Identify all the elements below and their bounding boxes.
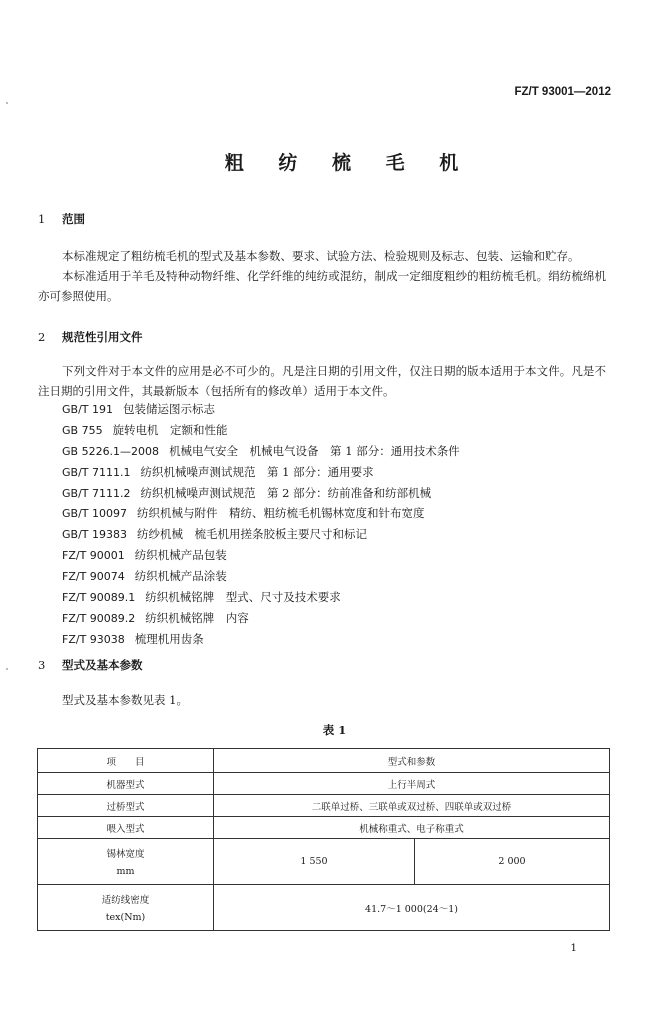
section-title: 范围 (62, 212, 85, 226)
params-intro-paragraph: 型式及基本参数见表 1。 (62, 693, 188, 707)
reference-title: 纺纱机械 梳毛机用搓条胶板主要尺寸和标记 (137, 527, 367, 542)
row-label-cell (38, 885, 214, 931)
reference-code: GB/T 7111.1 (62, 465, 131, 479)
row-label-cell: 过桥型式 (38, 795, 214, 817)
reference-item (62, 443, 460, 464)
section-number: 2 (38, 330, 46, 344)
reference-code: FZ/T 90001 (62, 549, 125, 563)
reference-title: 纺织机械铭牌 内容 (145, 610, 249, 625)
section-number: 3 (38, 658, 46, 672)
row-unit: mm (116, 866, 135, 877)
reference-code: GB/T 191 (62, 403, 113, 416)
reference-item (62, 505, 460, 526)
row-label: 锡林宽度 (106, 849, 145, 860)
reference-title: 纺织机械产品涂装 (134, 569, 227, 584)
section-3-heading (38, 657, 143, 673)
reference-list (62, 401, 460, 652)
reference-item (62, 547, 460, 568)
reference-item (62, 485, 460, 506)
refs-intro-paragraph: 下列文件对于本文件的应用是必不可少的。凡是注日期的引用文件，仅注日期的版本适用于本文件。凡是不注日期的引用文件，其最新版本（包括所有的修改单）适用于本文件。 (38, 364, 606, 398)
row-value-cell: 二联单过桥、三联单或双过桥、四联单或双过桥 (214, 795, 610, 817)
document-title: 粗 纺 梳 毛 机 (224, 152, 473, 174)
reference-code: FZ/T 90089.1 (62, 591, 136, 605)
reference-item (62, 610, 460, 631)
standard-code: FZ/T 93001—2012 (514, 86, 611, 98)
reference-title: 纺织机械噪声测试规范 第 1 部分：通用要求 (140, 464, 374, 479)
table-row (38, 795, 610, 817)
reference-title: 包装储运图示标志 (123, 402, 215, 416)
table-row (38, 839, 610, 885)
reference-item (62, 589, 460, 610)
row-value-cell: 1 550 (214, 839, 415, 885)
reference-code: FZ/T 90074 (62, 570, 125, 584)
reference-title: 纺织机械与附件 精纺、粗纺梳毛机锡林宽度和针布宽度 (137, 506, 425, 521)
row-unit: tex(Nm) (105, 912, 146, 923)
reference-code: GB/T 10097 (62, 507, 127, 521)
reference-code: FZ/T 90089.2 (62, 611, 136, 625)
row-label: 适纺线密度 (101, 895, 150, 906)
reference-title: 梳理机用齿条 (134, 631, 204, 646)
row-label-cell: 机器型式 (38, 773, 214, 795)
reference-item (62, 568, 460, 589)
page-number: 1 (570, 942, 577, 954)
reference-title: 纺织机械噪声测试规范 第 2 部分：纺前准备和纺部机械 (140, 485, 432, 500)
table-row (38, 885, 610, 931)
row-value-cell: 机械称重式、电子称重式 (214, 817, 610, 839)
reference-code: GB 755 (62, 423, 103, 437)
scan-speck (6, 668, 8, 670)
reference-title: 纺织机械产品包装 (134, 548, 227, 563)
reference-item (62, 401, 460, 422)
scope-paragraph-1: 本标准规定了粗纺梳毛机的型式及基本参数、要求、试验方法、检验规则及标志、包装、运输和贮存。 (62, 249, 580, 263)
reference-title: 机械电气安全 机械电气设备 第 1 部分：通用技术条件 (169, 443, 460, 458)
table-row (38, 817, 610, 839)
header-item-cell: 项 目 (38, 749, 214, 773)
reference-item (62, 422, 460, 443)
reference-title: 纺织机械铭牌 型式、尺寸及技术要求 (145, 590, 341, 605)
header-value-cell: 型式和参数 (214, 749, 610, 773)
table-header-row (38, 749, 610, 773)
reference-title: 旋转电机 定额和性能 (112, 422, 228, 437)
parameters-table (37, 748, 610, 931)
section-1-heading (38, 211, 85, 227)
section-title: 型式及基本参数 (62, 658, 143, 672)
reference-code: FZ/T 93038 (62, 632, 125, 646)
section-2-heading (38, 329, 143, 345)
row-value-cell: 2 000 (415, 839, 610, 885)
reference-item (62, 526, 460, 547)
row-label-cell (38, 839, 214, 885)
row-label-cell: 喂入型式 (38, 817, 214, 839)
reference-code: GB/T 19383 (62, 528, 127, 542)
reference-code: GB 5226.1—2008 (62, 444, 160, 458)
table-caption: 表 1 (322, 723, 347, 737)
reference-item (62, 464, 460, 485)
row-value-cell: 上行半周式 (214, 773, 610, 795)
reference-code: GB/T 7111.2 (62, 486, 131, 500)
reference-item (62, 631, 460, 652)
section-number: 1 (38, 212, 46, 226)
row-value-cell: 41.7～1 000(24～1) (214, 885, 610, 931)
scope-paragraph-2: 本标准适用于羊毛及特种动物纤维、化学纤维的纯纺或混纺，制成一定细度粗纱的粗纺梳毛机。绢纺梳绵机亦可参照使用。 (38, 269, 606, 303)
section-title: 规范性引用文件 (62, 330, 143, 344)
table-row (38, 773, 610, 795)
scan-speck (6, 102, 8, 104)
